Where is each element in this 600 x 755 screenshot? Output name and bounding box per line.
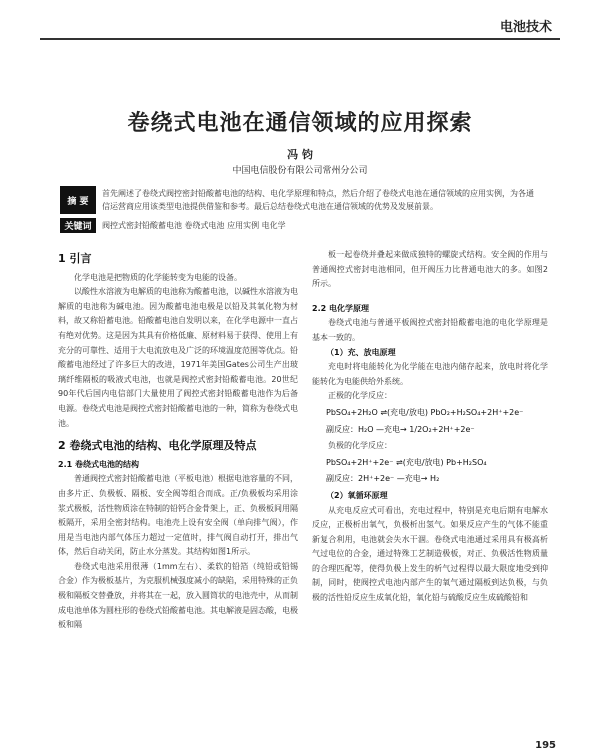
paragraph: 从充电反应式可看出，充电过程中，特别是充电后期有电解水反应，正极析出氧气，负极析出氢气。如果反应产生的气体不能重新复合利用，电池就会失水干涸。卷绕式电池通过采用具有极高析气过电位的合金，通过特殊工艺制造极板，对正、负极活性物质量的合理匹配等，使得负极上发生的析气过程得以最大限度地受到抑制，同时，使阀控式电池内部产生的氧气通过隔板到达负极，与负极的活性铅反应生成氧化铅，氧化铅与硫酸反应生成硫酸铅和	[312, 505, 548, 603]
subheading-oxygen: （2）氧循环原理	[326, 490, 388, 500]
paragraph: 普通阀控式密封铅酸蓄电池（平板电池）根据电池容量的不同，由多片正、负极板、隔板、安全阀等组合而成。正/负极板均采用涂浆式极板，活性物质涂在特制的铅钙合金骨架上，正、负极板间用隔板隔开，采用全密封结构。电池壳上设有安全阀（单向排气阀），作用是当电池内部气体压力超过一定值时，排气阀自动打开，排出气体，然后自动关闭，防止水分蒸发。其结构如图1所示。	[58, 474, 298, 557]
paragraph: 充电时将电能转化为化学能在电池内储存起来，放电时将化学能转化为电能供给外系统。	[312, 362, 548, 386]
left-column	[58, 248, 298, 633]
subheading-electrochem: 2.2 电化学原理	[312, 303, 369, 313]
equation-positive: PbSO₄+2H₂O ⇌(充电/放电) PbO₂+H₂SO₄+2H⁺+2e⁻	[326, 407, 524, 417]
keywords-text: 阀控式密封铅酸蓄电池 卷绕式电池 应用实例 电化学	[102, 221, 286, 230]
section-title: 电池技术	[499, 20, 552, 35]
abstract-label: 摘 要	[60, 186, 96, 214]
article-author: 冯 钧	[287, 148, 313, 161]
paragraph: 卷绕式电池采用很薄（1mm左右）、柔软的铅箔（纯铅或铅锡合金）作为极板基片，为克服机械强度减小的缺陷，采用特殊的正负极和隔板交替叠放，并将其在一起，放入圆筒状的电池壳中，从而制成电池单体为圆柱形的卷绕式铅酸蓄电池。其电解液是固态酸，电极板和隔	[58, 561, 298, 630]
right-column	[312, 248, 548, 606]
equation-negative: PbSO₄+2H⁺+2e⁻ ⇌(充电/放电) Pb+H₂SO₄	[326, 457, 487, 467]
page-number: 195	[535, 740, 556, 751]
equation-positive-side: 副反应：H₂O —充电→ 1/2O₂+2H⁺+2e⁻	[326, 424, 475, 434]
label-negative: 负极的化学反应：	[328, 441, 392, 451]
label-positive: 正极的化学反应：	[328, 391, 392, 401]
subheading-charge: （1）充、放电原理	[326, 347, 396, 357]
abstract-box	[60, 186, 540, 233]
article-affiliation: 中国电信股份有限公司常州分公司	[232, 166, 368, 176]
paragraph: 化学电池是把物质的化学能转变为电能的设备。	[74, 272, 242, 282]
subheading-structure: 2.1 卷绕式电池的结构	[58, 459, 139, 469]
keywords-label: 关键词	[60, 218, 96, 233]
article-title: 卷绕式电池在通信领域的应用探索	[127, 111, 473, 136]
header-rule	[40, 38, 560, 40]
heading-structure: 2 卷绕式电池的结构、电化学原理及特点	[58, 439, 257, 453]
paragraph: 板一起卷绕并叠起来做成独特的螺旋式结构。安全阀的作用与普通阀控式密封电池相同，但开阀压力比普通电池大的多。如图2所示。	[312, 250, 548, 289]
abstract-text: 首先阐述了卷绕式阀控密封铅酸蓄电池的结构、电化学原理和特点，然后介绍了卷绕式电池在通信领域的应用实例，为各通信运营商应用该类型电池提供借鉴和参考。最后总结卷绕式电池在通信领域的优势及发展前景。	[102, 189, 534, 211]
paragraph: 卷绕式电池与普通平板阀控式密封铅酸蓄电池的电化学原理是基本一致的。	[312, 318, 548, 342]
heading-intro: 1 引言	[58, 252, 92, 265]
paragraph: 以酸性水溶液为电解质的电池称为酸蓄电池，以碱性水溶液为电解质的电池称为碱电池。因为酸蓄电池电极是以铅及其氧化物为材料，故又称铅蓄电池。铅酸蓄电池自发明以来，在化学电源中一直占有绝对优势。这是因为其具有价格低廉、原材料易于获得、使用上有充分的可靠性、适用于大电流放电及广泛的环境温度范围等优点。铅酸蓄电池经过了许多巨大的改进，1971年美国Gates公司生产出玻璃纤维隔板的吸液式电池，也就是阀控式密封铅酸蓄电池。20世纪90年代后国内电信部门大量使用了阀控式密封铅酸蓄电池作为后备电源。卷绕式电池是阀控式密封铅酸蓄电池的一种，简称为卷绕式电池。	[58, 287, 298, 428]
equation-negative-side: 副反应：2H⁺+2e⁻ —充电→ H₂	[326, 474, 440, 484]
